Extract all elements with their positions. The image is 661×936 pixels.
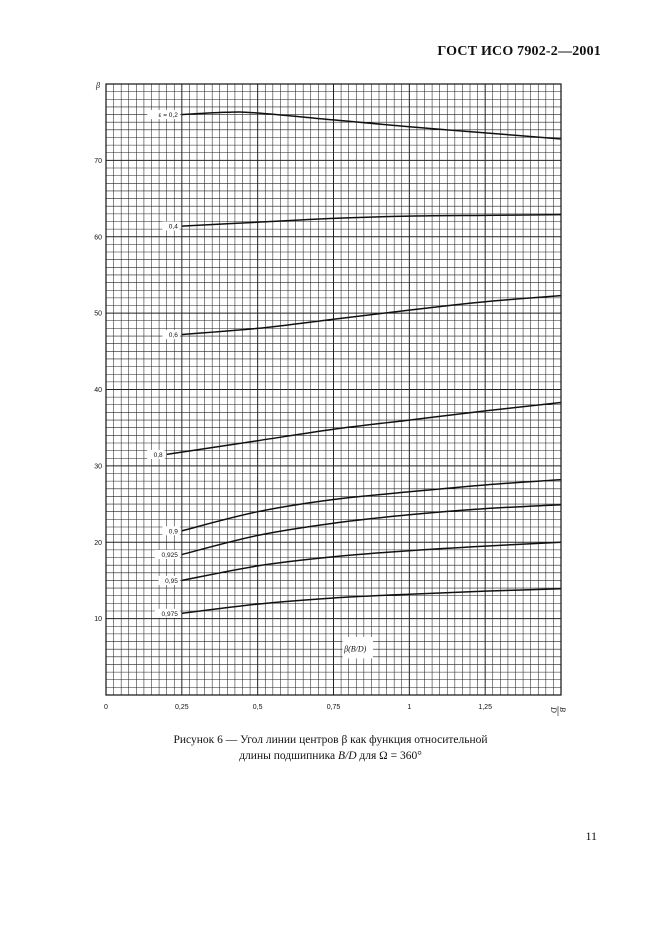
chart-ticks <box>94 158 492 711</box>
caption-line-2 <box>0 748 661 764</box>
x-tick-label: 0,5 <box>252 704 263 711</box>
x-tick-label: 1 <box>407 704 412 711</box>
y-tick-label: 60 <box>94 234 102 242</box>
curve-label: 0,925 <box>161 551 178 559</box>
formula-annotation-text: β(B/D) <box>344 644 367 654</box>
y-tick-label: 30 <box>94 463 102 471</box>
curve-label: 0,9 <box>168 528 178 536</box>
y-tick-label: 10 <box>94 616 102 624</box>
curve-label: 0,8 <box>153 451 163 459</box>
x-tick-label: 0 <box>104 704 108 711</box>
y-tick-label: 50 <box>94 310 102 318</box>
chart-grid <box>106 84 561 695</box>
curve-label: 0,975 <box>161 610 178 618</box>
curve-label: 0,4 <box>168 223 178 231</box>
x-tick-label: 0,25 <box>175 704 189 711</box>
y-tick-label: 70 <box>94 157 102 165</box>
curve-label: 0,6 <box>168 332 178 340</box>
document-header: ГОСТ ИСО 7902-2—2001 <box>437 44 601 59</box>
caption-line-2-prefix: длины подшипника <box>239 750 338 762</box>
caption-line-1: Рисунок 6 — Угол линии центров β как функция относительной <box>173 734 488 746</box>
chart-curve-labels <box>147 110 180 618</box>
page-number: 11 <box>585 829 597 843</box>
x-tick-label: 1,25 <box>478 704 492 711</box>
y-tick-label: 40 <box>94 387 102 394</box>
x-axis-label-numerator: B <box>558 707 567 712</box>
y-axis-label: β <box>96 81 100 90</box>
x-axis-label-denominator: D <box>549 707 558 713</box>
formula-annotation <box>343 637 373 658</box>
curve-label: ε = 0,2 <box>158 112 178 120</box>
x-tick-label: 0,75 <box>326 704 341 711</box>
x-axis-label <box>549 706 567 716</box>
caption-variable: B/D <box>338 750 357 762</box>
caption-line-2-suffix: для Ω = 360° <box>356 750 422 762</box>
chart-axis-names <box>95 81 567 716</box>
curve-label: 0,95 <box>165 577 178 585</box>
figure-caption <box>0 732 661 764</box>
y-tick-label: 20 <box>94 539 102 547</box>
